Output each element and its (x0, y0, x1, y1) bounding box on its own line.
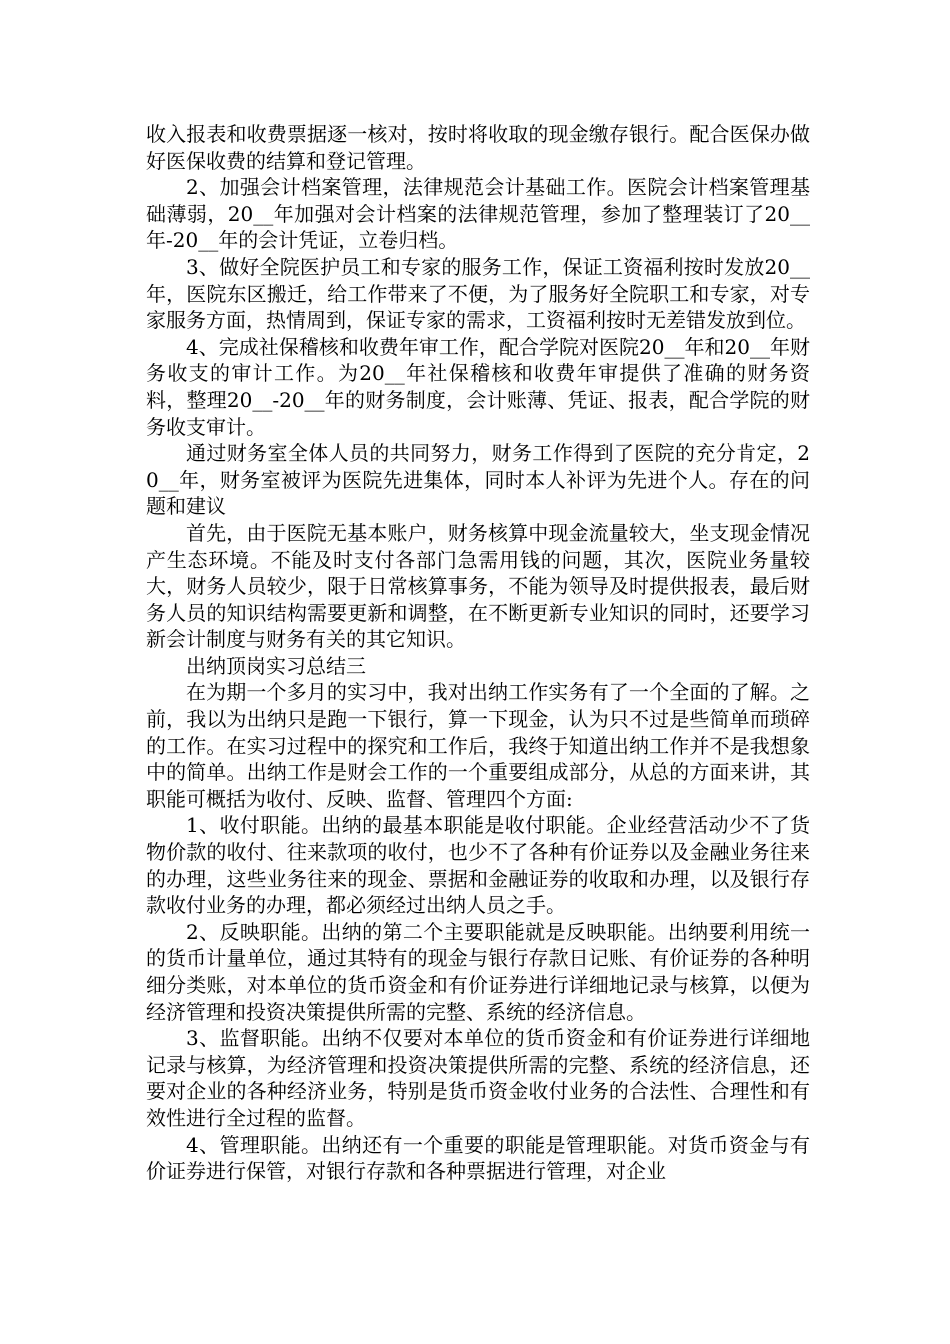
paragraph: 收入报表和收费票据逐一核对，按时将收取的现金缴存银行。配合医保办做好医保收费的结算和登记管理。 (146, 122, 810, 173)
paragraph: 1、收付职能。出纳的最基本职能是收付职能。企业经营活动少不了货物价款的收付、往来款项的收付，也少不了各种有价证券以及金融业务往来的办理，这些业务往来的现金、票据和金融证券的收取和办理，以及银行存款收付业务的办理，都必须经过出纳人员之手。 (146, 813, 810, 918)
paragraph: 2、反映职能。出纳的第二个主要职能就是反映职能。出纳要利用统一的货币计量单位，通过其特有的现金与银行存款日记账、有价证券的各种明细分类账，对本单位的货币资金和有价证券进行详细地记录与核算，以便为经济管理和投资决策提供所需的完整、系统的经济信息。 (146, 919, 810, 1024)
paragraph: 3、做好全院医护员工和专家的服务工作，保证工资福利按时发放20__年，医院东区搬迁，给工作带来了不便，为了服务好全院职工和专家，对专家服务方面，热情周到，保证专家的需求，工资福利按时无差错发放到位。 (146, 254, 810, 333)
paragraph: 3、监督职能。出纳不仅要对本单位的货币资金和有价证券进行详细地记录与核算，为经济管理和投资决策提供所需的完整、系统的经济信息，还要对企业的各种经济业务，特别是货币资金收付业务的合法性、合理性和有效性进行全过程的监督。 (146, 1026, 810, 1130)
section-heading: 出纳顶岗实习总结三 (186, 653, 366, 678)
paragraph: 2、加强会计档案管理，法律规范会计基础工作。医院会计档案管理基础薄弱，20__年加强对会计档案的法律规范管理，参加了整理装订了20__年-20__年的会计凭证，立卷归档。 (146, 175, 810, 253)
document-page (146, 121, 810, 1185)
paragraph: 通过财务室全体人员的共同努力，财务工作得到了医院的充分肯定，20__年，财务室被评为医院先进集体，同时本人补评为先进个人。存在的问题和建议 (146, 441, 810, 519)
paragraph: 4、管理职能。出纳还有一个重要的职能是管理职能。对货币资金与有价证券进行保管，对银行存款和各种票据进行管理，对企业 (146, 1132, 810, 1184)
paragraph: 在为期一个多月的实习中，我对出纳工作实务有了一个全面的了解。之前，我以为出纳只是跑一下银行，算一下现金，认为只不过是些简单而琐碎的工作。在实习过程中的探究和工作后，我终于知道出纳工作并不是我想象中的简单。出纳工作是财会工作的一个重要组成部分，从总的方面来讲，其职能可概括为收付、反映、监督、管理四个方面: (146, 680, 810, 811)
paragraph: 首先，由于医院无基本账户，财务核算中现金流量较大，坐支现金情况产生态环境。不能及时支付各部门急需用钱的问题，其次，医院业务量较大，财务人员较少，限于日常核算事务，不能为领导及时提供报表，最后财务人员的知识结构需要更新和调整，在不断更新专业知识的同时，还要学习新会计制度与财务有关的其它知识。 (146, 520, 810, 652)
paragraph: 4、完成社保稽核和收费年审工作，配合学院对医院20__年和20__年财务收支的审计工作。为20__年社保稽核和收费年审提供了准确的财务资料，整理20__-20__年的财务制度，会计账薄、凭证、报表，配合学院的财务收支审计。 (146, 334, 810, 439)
